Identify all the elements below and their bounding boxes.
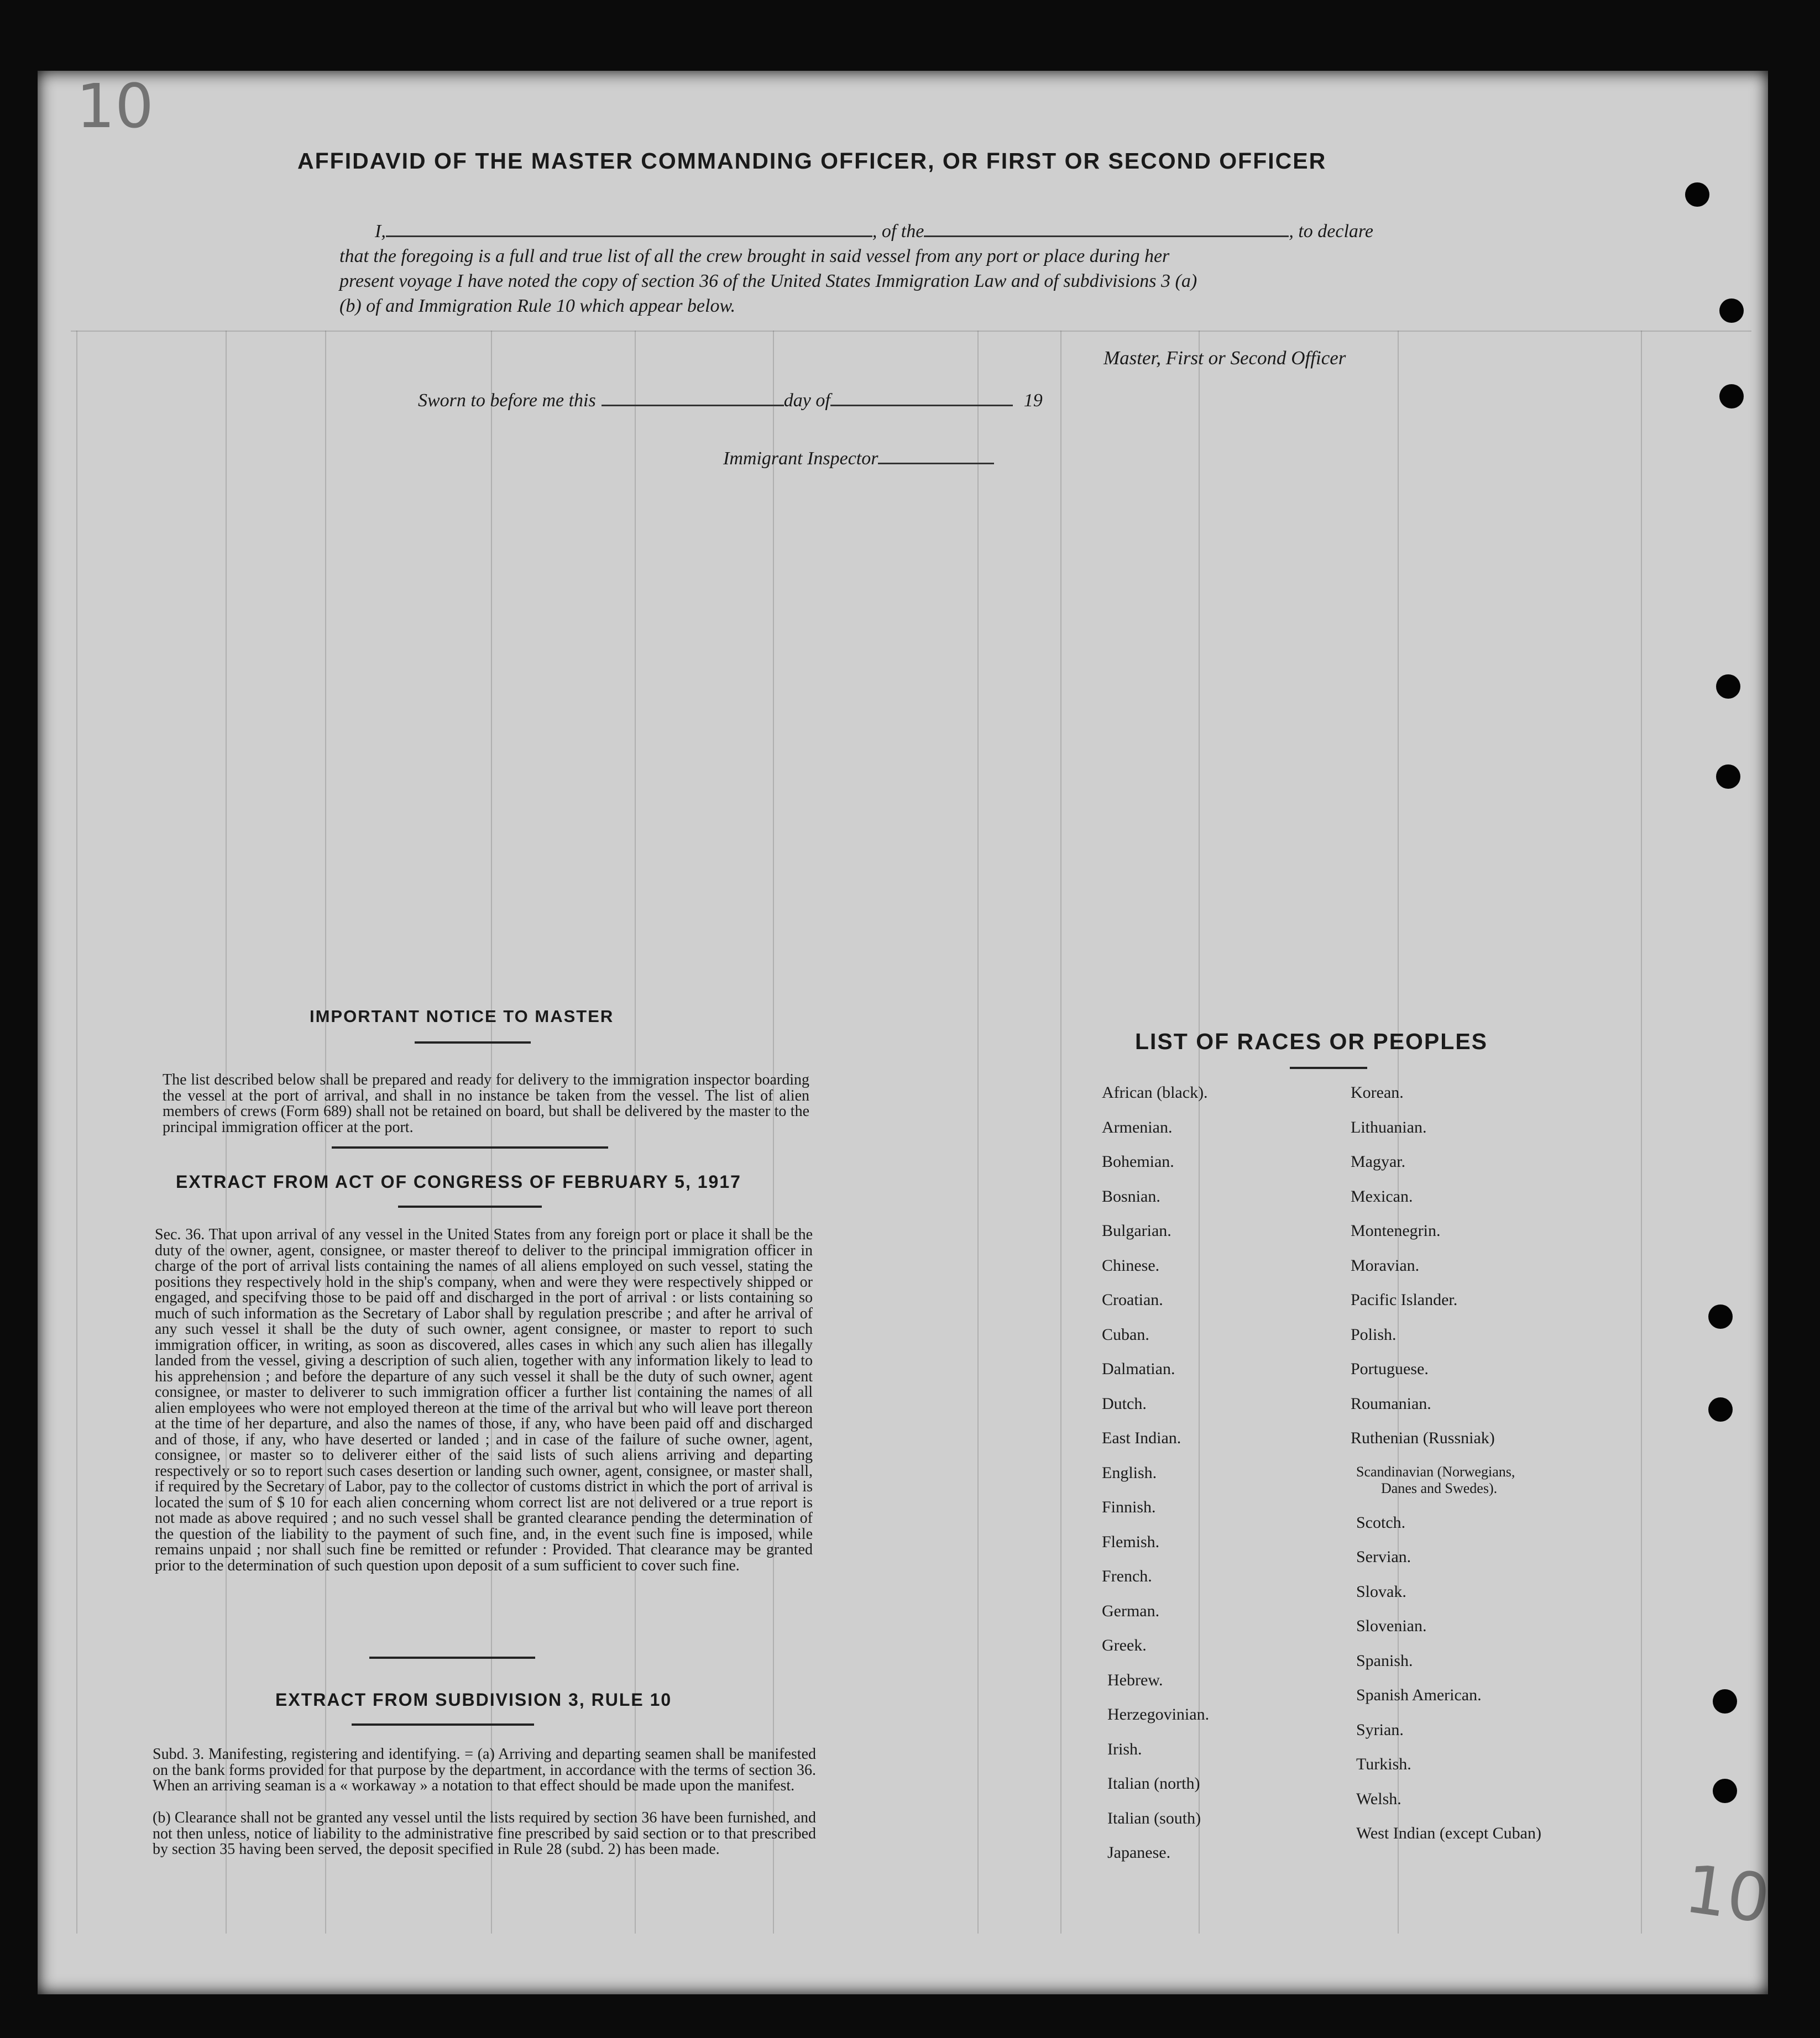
race-item: Herzegovinian.: [1107, 1705, 1210, 1723]
rule-title: EXTRACT FROM SUBDIVISION 3, RULE 10: [275, 1690, 672, 1710]
act-title: EXTRACT FROM ACT OF CONGRESS OF FEBRUARY 5, 1917: [176, 1172, 741, 1192]
bleed-line: [1060, 331, 1061, 1934]
race-item: Irish.: [1107, 1740, 1142, 1758]
document-page: [38, 71, 1775, 1994]
race-item: Bosnian.: [1102, 1187, 1160, 1206]
rule-text-b: (b) Clearance shall not be granted any vessel until the lists required by section 36 have been furnished, and not then unless, notice of liability to the administrative fine prescribed by said section or to that prescribed by section 35 having been served, the deposit specified in Rule 28 (subd. 2) has been made.: [153, 1809, 816, 1858]
race-item: Servian.: [1356, 1548, 1411, 1566]
race-item: Spanish.: [1356, 1651, 1413, 1670]
divider: [352, 1723, 534, 1726]
race-item: Japanese.: [1107, 1843, 1171, 1862]
page-number-mark: 10: [76, 71, 154, 142]
signature-label: Master, First or Second Officer: [1103, 347, 1346, 369]
race-item: English.: [1102, 1463, 1157, 1482]
race-item: Portuguese.: [1351, 1360, 1429, 1378]
punch-hole: [1708, 1397, 1733, 1422]
race-item: German.: [1102, 1601, 1160, 1620]
day-of-label: day of: [783, 390, 830, 411]
day-blank[interactable]: [602, 405, 784, 406]
race-item: Italian (south): [1107, 1809, 1201, 1827]
bleed-line: [1199, 331, 1200, 1934]
affidavit-line-2: that the foregoing is a full and true list of all the crew brought in said vessel from any port or place during her: [339, 246, 1170, 266]
i-label: I,: [375, 221, 386, 242]
race-item: Chinese.: [1102, 1256, 1160, 1275]
race-item: Croatian.: [1102, 1291, 1163, 1309]
race-item: Roumanian.: [1351, 1394, 1431, 1413]
race-item: Italian (north): [1107, 1774, 1200, 1793]
punch-hole: [1716, 764, 1740, 789]
notice-text: The list described below shall be prepared and ready for delivery to the immigration inspector boarding the vessel at the port of arrival, and shall in no instance be taken from the vessel. The list of alien members of crews (Form 689) shall not be retained on board, but shall be delivered by the master to the principal immigration officer at the port.: [163, 1071, 809, 1136]
bleed-line: [76, 331, 77, 1934]
punch-hole: [1713, 1689, 1737, 1714]
race-item: East Indian.: [1102, 1429, 1181, 1447]
race-item: Montenegrin.: [1351, 1222, 1441, 1240]
race-item: Finnish.: [1102, 1498, 1156, 1516]
inspector-line: [723, 448, 994, 469]
race-item: West Indian (except Cuban): [1356, 1824, 1541, 1842]
race-item: Lithuanian.: [1351, 1118, 1427, 1136]
race-item: Magyar.: [1351, 1152, 1406, 1171]
bleed-line: [71, 331, 1751, 332]
year-label: 19: [1023, 390, 1043, 411]
affidavit-title: AFFIDAVID OF THE MASTER COMMANDING OFFICER, OR FIRST OR SECOND OFFICER: [297, 148, 1327, 174]
bleed-line: [1641, 331, 1642, 1934]
race-item: Spanish American.: [1356, 1686, 1482, 1704]
race-item: Slovak.: [1356, 1582, 1406, 1601]
race-item: Slovenian.: [1356, 1617, 1427, 1635]
punch-hole: [1713, 1779, 1737, 1803]
inspector-blank[interactable]: [878, 463, 994, 464]
punch-hole: [1719, 298, 1744, 323]
rule-text-a: Subd. 3. Manifesting, registering and identifying. = (a) Arriving and departing seamen shall be manifested on the bank forms provided for that purpose by the department, in accordance with the terms of section 36. When an arriving seaman is a « workaway » a notation to that effect should be made upon the manifest.: [153, 1746, 816, 1794]
race-item: Mexican.: [1351, 1187, 1413, 1206]
race-item: Scotch.: [1356, 1513, 1406, 1532]
race-item: Bohemian.: [1102, 1152, 1174, 1171]
notice-title: IMPORTANT NOTICE TO MASTER: [310, 1007, 614, 1026]
race-item: Greek.: [1102, 1636, 1147, 1654]
race-item: Flemish.: [1102, 1532, 1160, 1551]
sworn-line: [418, 390, 1043, 411]
punch-hole: [1685, 182, 1709, 207]
page-number-mark: 10: [1680, 1851, 1775, 1939]
divider: [332, 1146, 608, 1149]
race-item: Dalmatian.: [1102, 1360, 1175, 1378]
sworn-label: Sworn to before me this: [418, 390, 596, 411]
race-item: Turkish.: [1356, 1755, 1411, 1773]
races-title: LIST OF RACES OR PEOPLES: [1135, 1029, 1488, 1054]
bleed-line: [977, 331, 979, 1934]
to-declare-label: , to declare: [1289, 221, 1373, 242]
of-the-label: , of the: [872, 221, 924, 242]
race-item: French.: [1102, 1567, 1152, 1585]
race-item: Danes and Swedes).: [1381, 1480, 1498, 1496]
race-item: Scandinavian (Norwegians,: [1356, 1463, 1515, 1480]
race-item: Pacific Islander.: [1351, 1291, 1458, 1309]
race-item: Syrian.: [1356, 1720, 1404, 1739]
race-item: African (black).: [1102, 1083, 1208, 1102]
punch-hole: [1719, 384, 1744, 408]
month-blank[interactable]: [830, 405, 1013, 406]
affidavit-line-1: [375, 221, 1373, 242]
race-item: Welsh.: [1356, 1789, 1401, 1808]
race-item: Polish.: [1351, 1325, 1397, 1344]
race-item: Cuban.: [1102, 1325, 1149, 1344]
race-item: Armenian.: [1102, 1118, 1173, 1136]
inspector-label: Immigrant Inspector: [723, 448, 878, 469]
affidavit-line-4: (b) of and Immigration Rule 10 which appear below.: [339, 296, 736, 316]
race-item: Ruthenian (Russniak): [1351, 1429, 1495, 1447]
act-text: Sec. 36. That upon arrival of any vessel in the United States from any foreign port or place it shall be the duty of the owner, agent, consignee, or master thereof to deliver to the principal immigration officer in charge of the port of arrival lists containing the names of all aliens employed on such vessel, stating the positions they respectively hold in the ship's company, when and were they were respectively shipped or engaged, and specifving those to be paid off and discharged in the port of arrival : or lists containing so much of such information as the Secretary of Labor shall by regulation prescribe ; and after he arrival of any such vessel it shall be the duty of such owner, agent consignee, or master to report to such immigration officer, in writing, as soon as discovered, alles cases in which any such alien has illegally landed from the vessel, giving a description of such alien, together with any information likely to lead to his apprehension ; and before the departure of any such vessel it shall be the duty of such owner, agent consignee, or master to deliverer to such immigration officer a further list containing the names of all alien employees who were not employed thereon at the time of the arrival but who will leave port thereon at the time of her departure, and also the names of those, if any, who have been paid off and discharged and of those, if any, who have deserted or landed ; and in case of the failure of suche owner, agent, consignee, or master so to deliverer either of the said lists of such aliens arriving and departing respectively or so to report such cases desertion or landing such owner, agent, consignee, or master shall, if required by the Secretary of Labor, pay to the collector of customs district in which the port of arrival is located the sum of $ 10 for each alien concerning whom correct list are not delivered or a true report is not made as above required ; and no such vessel shall be granted clearance pending the determination of the question of the liability to the payment of such fine, and, in the event such fine is imposed, while remains unpaid ; nor shall such fine be remitted or refunder : Provided. That clearance may be granted prior to the determination of such question upon deposit of a sum sufficient to cover such fine.: [155, 1226, 813, 1574]
race-item: Korean.: [1351, 1083, 1404, 1102]
punch-hole: [1716, 674, 1740, 699]
divider: [398, 1206, 542, 1208]
race-item: Moravian.: [1351, 1256, 1420, 1275]
divider: [415, 1041, 531, 1044]
race-item: Bulgarian.: [1102, 1222, 1172, 1240]
race-item: Hebrew.: [1107, 1670, 1163, 1689]
divider: [369, 1657, 535, 1659]
race-item: Dutch.: [1102, 1394, 1147, 1413]
vessel-blank[interactable]: [924, 235, 1289, 237]
affidavit-line-3: present voyage I have noted the copy of section 36 of the United States Immigration Law and of subdivisions 3 (a): [339, 271, 1197, 291]
name-blank[interactable]: [386, 235, 872, 237]
punch-hole: [1708, 1304, 1733, 1329]
divider: [1290, 1067, 1367, 1069]
